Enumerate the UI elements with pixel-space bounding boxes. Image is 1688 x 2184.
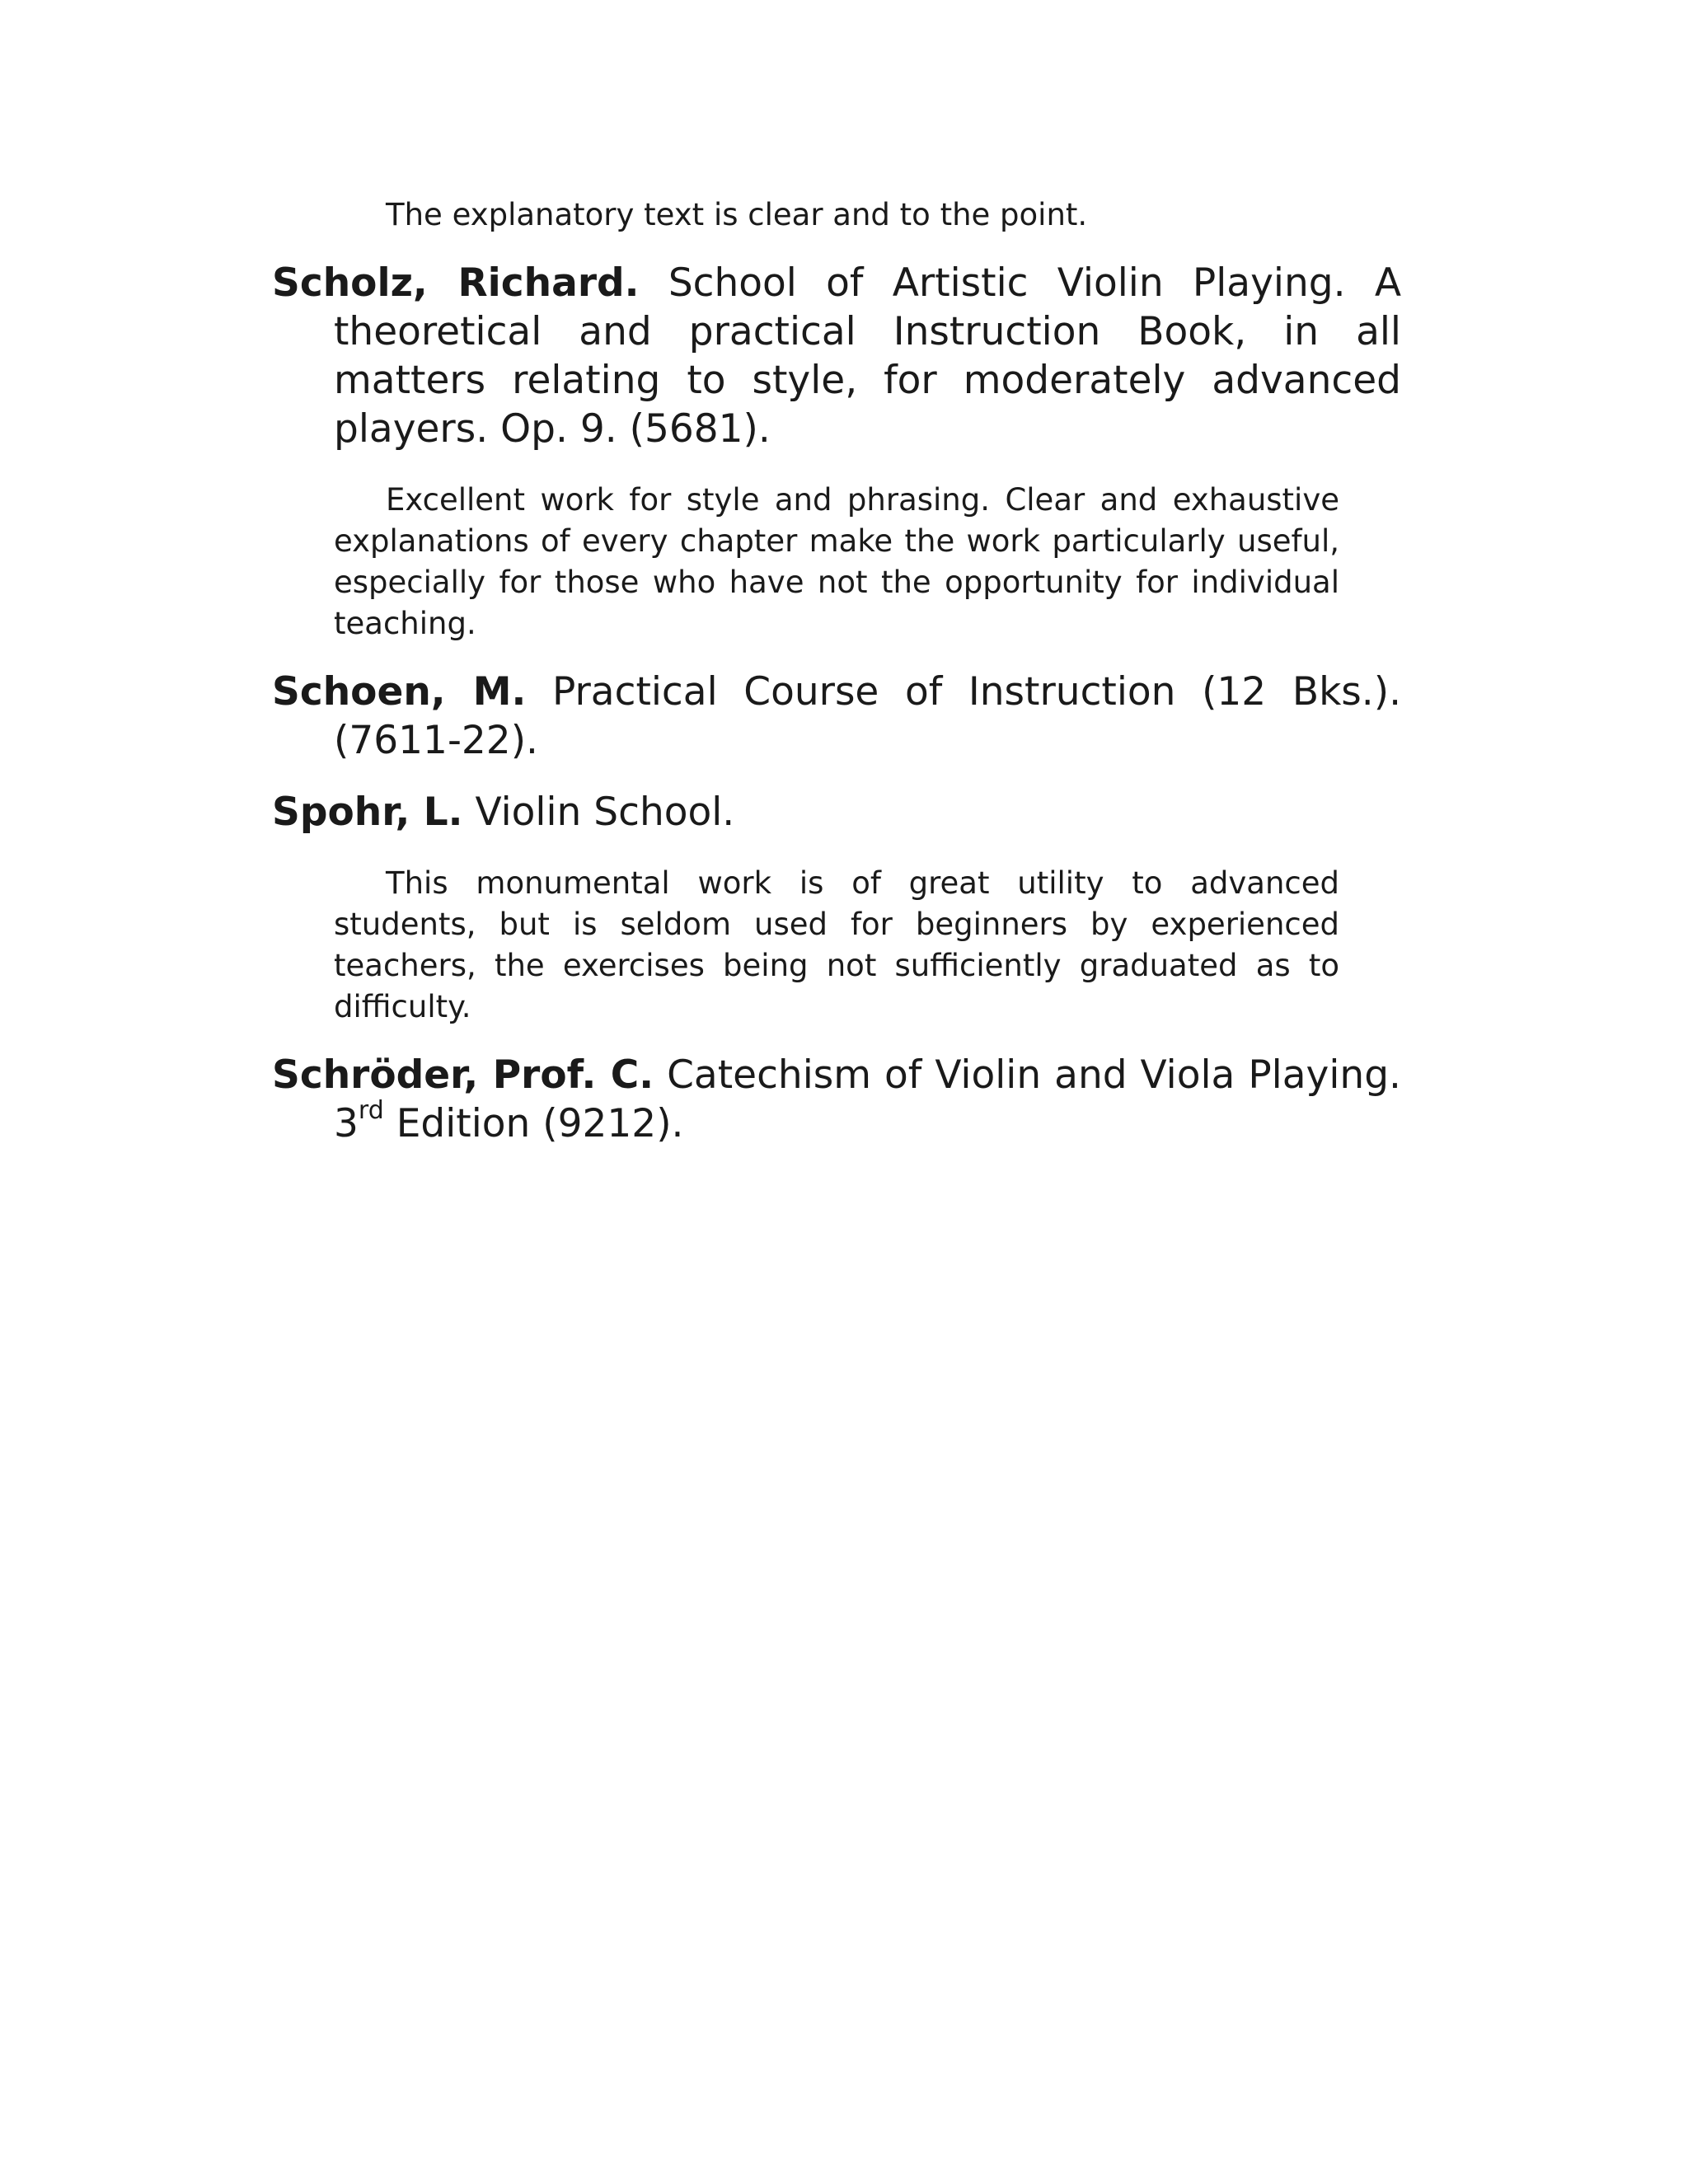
annotation-note: This monumental work is of great utility to advanced students, but is seldom used for beginners by experienced teachers, the exercises being not sufficiently graduated as to difficulty.: [334, 865, 1339, 1024]
entry-author: Scholz, Richard.: [272, 260, 640, 306]
entry-title-rest: Edition (9212).: [383, 1101, 684, 1146]
entry-title: Violin School.: [475, 790, 735, 835]
entry-author: Spohr, L.: [272, 790, 463, 835]
entry-title: Practical Course of Instruction (12 Bks.). (7611-22).: [334, 669, 1402, 763]
entry-author: Schoen, M.: [272, 669, 527, 715]
bibliography-entry: [272, 1051, 1401, 1148]
entry-author: Schröder, Prof. C.: [272, 1052, 654, 1098]
document-page: [272, 194, 1401, 1148]
entry-title-superscript: rd: [358, 1096, 384, 1125]
annotation-note: Excellent work for style and phrasing. Clear and exhaustive explanations of every chapter make the work particularly useful, especially for those who have not the opportunity for individual teaching.: [334, 482, 1339, 641]
bibliography-entry: [272, 668, 1401, 765]
entry-title: School of Artistic Violin Playing. A theoretical and practical Instruction Book, in all matters relating to style, for moderately advanced players. Op. 9. (5681).: [334, 260, 1401, 452]
bibliography-entry: [272, 259, 1401, 453]
annotation-note: The explanatory text is clear and to the point.: [386, 197, 1088, 232]
bibliography-entry: [272, 788, 1401, 837]
entry-title-main: Catechism of Violin and Viola Playing. 3: [334, 1052, 1401, 1146]
